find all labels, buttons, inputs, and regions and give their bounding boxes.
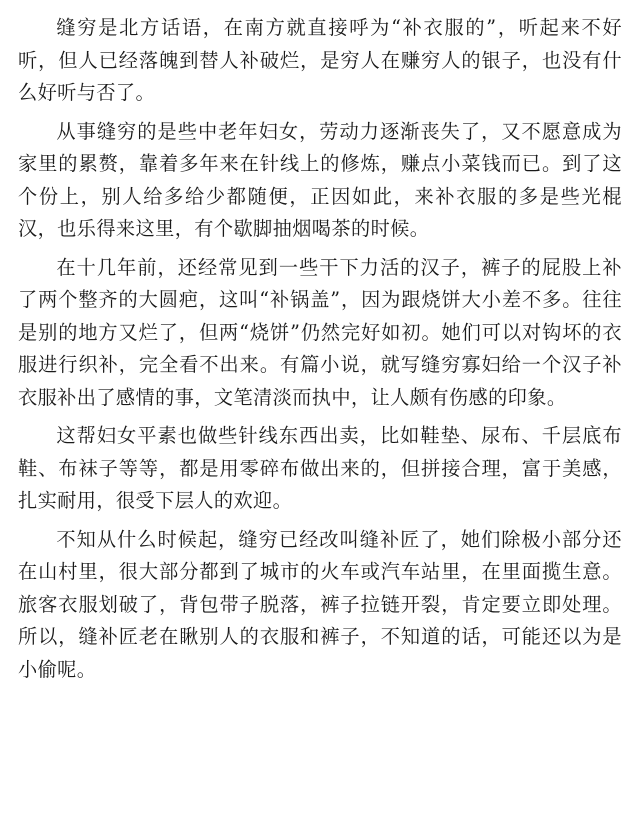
paragraph: 在十几年前，还经常见到一些干下力活的汉子，裤子的屁股上补了两个整齐的大圆疤，这叫“补锅盖”，因为跟烧饼大小差不多。往往是别的地方又烂了，但两“烧饼”仍然完好如初。她们可以对钩坏的衣服进行织补，完全看不出来。有篇小说，就写缝穷寡妇给一个汉子补衣服补出了感情的事，文笔清淡而执中，让人颇有伤感的印象。 bbox=[18, 255, 622, 409]
paragraph: 缝穷是北方话语，在南方就直接呼为“补衣服的”，听起来不好听，但人已经落魄到替人补破烂，是穷人在赚穷人的银子，也没有什么好听与否了。 bbox=[18, 16, 622, 104]
paragraph: 从事缝穷的是些中老年妇女，劳动力逐渐丧失了，又不愿意成为家里的累赘，靠着多年来在针线上的修炼，赚点小菜钱而已。到了这个份上，别人给多给少都随便，正因如此，来补衣服的多是些光棍汉，也乐得来这里，有个歇脚抽烟喝茶的时候。 bbox=[18, 119, 622, 240]
paragraph: 这帮妇女平素也做些针线东西出卖，比如鞋垫、尿布、千层底布鞋、布袜子等等，都是用零碎布做出来的，但拼接合理，富于美感，扎实耐用，很受下层人的欢迎。 bbox=[18, 424, 622, 512]
paragraph: 不知从什么时候起，缝穷已经改叫缝补匠了，她们除极小部分还在山村里，很大部分都到了城市的火车或汽车站里，在里面揽生意。旅客衣服划破了，背包带子脱落，裤子拉链开裂，肯定要立即处理。所以，缝补匠老在瞅别人的衣服和裤子，不知道的话，可能还以为是小偷呢。 bbox=[18, 527, 622, 681]
